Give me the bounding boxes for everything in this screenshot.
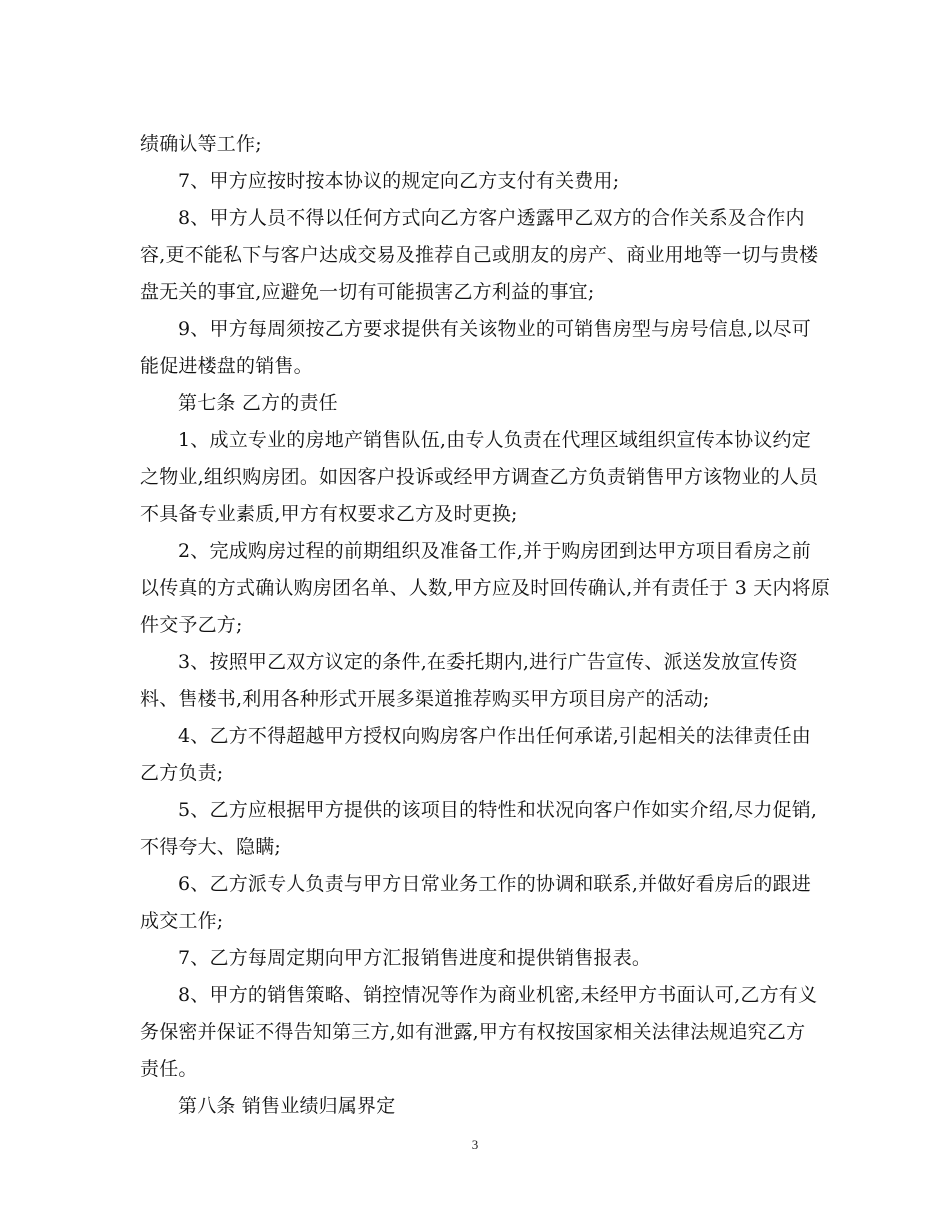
text-line: 料、售楼书,利用各种形式开展多渠道推荐购买甲方项目房产的活动; bbox=[140, 688, 710, 710]
section-heading: 第八条 销售业绩归属界定 bbox=[178, 1095, 396, 1117]
text-line: 不具备专业素质,甲方有权要求乙方及时更换; bbox=[140, 503, 518, 525]
text-line: 8、甲方人员不得以任何方式向乙方客户透露甲乙双方的合作关系及合作内 bbox=[178, 207, 805, 229]
text-line: 责任。 bbox=[140, 1058, 198, 1080]
text-line: 8、甲方的销售策略、销控情况等作为商业机密,未经甲方书面认可,乙方有义 bbox=[178, 984, 818, 1006]
page-number: 3 bbox=[471, 1137, 479, 1152]
text-line: 能促进楼盘的销售。 bbox=[140, 355, 313, 377]
text-line: 务保密并保证不得告知第三方,如有泄露,甲方有权按国家相关法律法规追究乙方 bbox=[140, 1021, 806, 1043]
section-heading: 第七条 乙方的责任 bbox=[178, 392, 338, 414]
text-line: 4、乙方不得超越甲方授权向购房客户作出任何承诺,引起相关的法律责任由 bbox=[178, 725, 811, 747]
text-line: 件交予乙方; bbox=[140, 614, 243, 636]
text-line: 成交工作; bbox=[140, 910, 224, 932]
text-line: 盘无关的事宜,应避免一切有可能损害乙方利益的事宜; bbox=[140, 281, 595, 303]
text-line: 绩确认等工作; bbox=[140, 133, 262, 155]
text-line: 5、乙方应根据甲方提供的该项目的特性和状况向客户作如实介绍,尽力促销, bbox=[178, 799, 818, 821]
text-line: 2、完成购房过程的前期组织及准备工作,并于购房团到达甲方项目看房之前 bbox=[178, 540, 811, 562]
text-line: 容,更不能私下与客户达成交易及推荐自己或朋友的房产、商业用地等一切与贵楼 bbox=[140, 244, 819, 266]
text-line: 不得夸大、隐瞒; bbox=[140, 836, 282, 858]
text-line: 以传真的方式确认购房团名单、人数,甲方应及时回传确认,并有责任于 3 天内将原 bbox=[140, 577, 831, 599]
text-line: 7、乙方每周定期向甲方汇报销售进度和提供销售报表。 bbox=[178, 947, 652, 969]
text-line: 1、成立专业的房地产销售队伍,由专人负责在代理区域组织宣传本协议约定 bbox=[178, 429, 811, 451]
text-line: 乙方负责; bbox=[140, 762, 224, 784]
text-line: 3、按照甲乙双方议定的条件,在委托期内,进行广告宣传、派送发放宣传资 bbox=[178, 651, 798, 673]
text-line: 之物业,组织购房团。如因客户投诉或经甲方调查乙方负责销售甲方该物业的人员 bbox=[140, 466, 819, 488]
text-line: 7、甲方应按时按本协议的规定向乙方支付有关费用; bbox=[178, 170, 620, 192]
text-line: 9、甲方每周须按乙方要求提供有关该物业的可销售房型与房号信息,以尽可 bbox=[178, 318, 811, 340]
text-line: 6、乙方派专人负责与甲方日常业务工作的协调和联系,并做好看房后的跟进 bbox=[178, 873, 811, 895]
document-body bbox=[140, 126, 831, 1125]
